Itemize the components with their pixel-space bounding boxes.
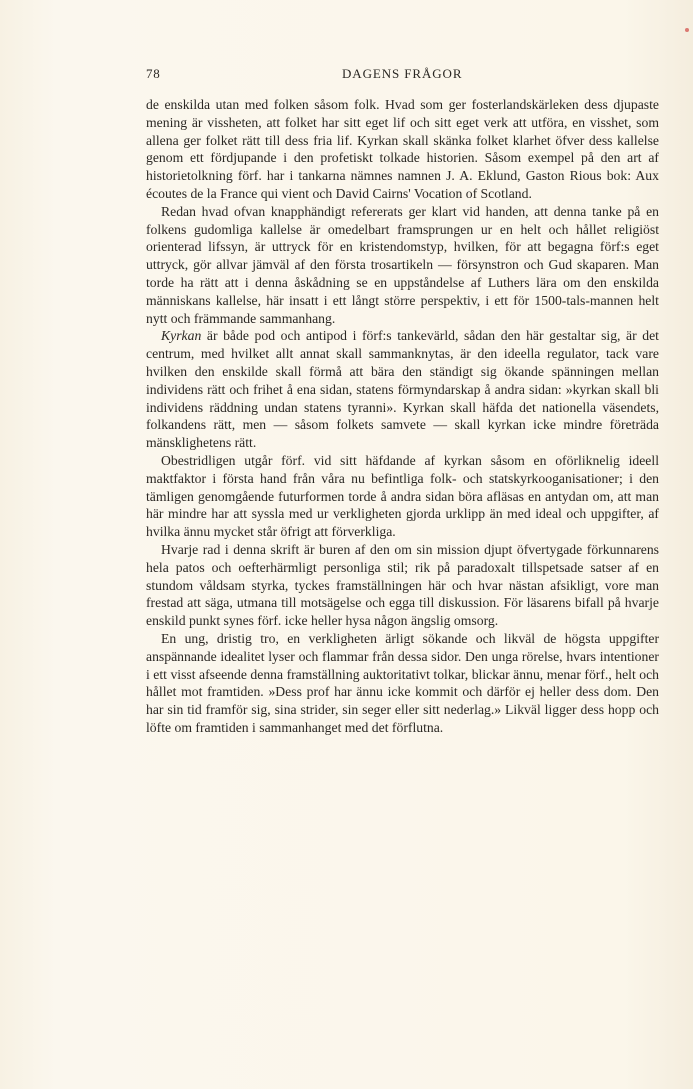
page-edge-mark	[685, 28, 689, 32]
paragraph-1-text: de enskilda utan med folken såsom folk. Hvad som ger fosterlandskärleken dess djupaste mening är vissheten, att folket har sitt eget lif och sitt eget verk att utföra, en visshet, som allena ger folket rätt till dess fria lif. Kyrkan skall skänka folket klarhet öfver dess kallelse genom ett fördjupande i den profetiskt tolkade historien. Såsom exempel på den art af historietolkning förf. har i tankarna nämnes namnen J. A. Eklund, Gaston Rious bok: Aux écoutes de la France qui vient och David Cairns' Vocation of Scotland.	[146, 97, 659, 201]
paragraph-1	[146, 96, 659, 203]
page-number: 78	[146, 66, 161, 81]
paragraph-5-text: Hvarje rad i denna skrift är buren af den om sin mission djupt öfvertygade förkunnarens hela patos och oefterhärmligt personliga stil; rik på paradoxalt tillspetsade satser af en stundom våldsam styrka, tyckes framställningen här och hvar nästan afsikligt, vore man frestad att säga, utmana till motsägelse och egga till diskussion. För läsarens bifall på hvarje enskild punkt synes förf. icke heller hysa någon ängslig omsorg.	[146, 541, 659, 629]
paragraph-5	[146, 541, 659, 630]
running-head: DAGENS FRÅGOR	[342, 66, 463, 81]
paragraph-2	[146, 203, 659, 328]
body-text	[146, 96, 659, 737]
paragraph-3	[146, 327, 659, 452]
paragraph-6-text: En ung, dristig tro, en verkligheten ärligt sökande och likväl de högsta uppgifter anspännande idealitet lyser och flammar från dessa sidor. Den unga rörelse, hvars intentioner i ett visst afseende denna framställning auktoritativt tolkar, blickar ännu, menar förf., helt och hållet mot framtiden. »Dess prof har ännu icke kommit och därför ej heller dess dom. Den har sin tid framför sig, sina strider, sin seger eller sitt nederlag.» Likväl ligger dess hopp och löfte om framtiden i sammanhanget med det förflutna.	[146, 630, 659, 735]
paragraph-3-lead: Kyrkan	[161, 328, 202, 344]
page-header	[146, 64, 659, 84]
paragraph-2-text: Redan hvad ofvan knapphändigt refererats ger klart vid handen, att denna tanke på en folkens gudomliga kallelse är omedelbart framsprungen ur en helt och hållet religiöst orienterad lifssyn, är uttryck för en kristendomstyp, hvilken, för att begagna förf:s eget uttryck, gör allvar jämväl af den första trosartikeln — försynstron och Gud skaparen. Man torde ha rätt att i denna åskådning se en uppståndelse af Luthers lära om den enskilda människans kallelse, här insatt i ett långt större perspektiv, i ett för 1500-tals-mannen helt nytt och främmande sammanhang.	[146, 203, 659, 326]
paragraph-4-text: Obestridligen utgår förf. vid sitt häfdande af kyrkan såsom en oförliknelig ideell maktfaktor i första hand från våra nu befintliga folk- och statskyrkooganisationer; i den tämligen genomgående futurformen torde å andra sidan böra afläsas en antydan om, att man här mindre har att syssla med ur verkligheten gjorda urklipp än med ideal och uppgifter, af hvilka ännu mycket står öfrigt att förverkliga.	[146, 452, 659, 540]
paragraph-6	[146, 630, 659, 737]
paragraph-3-text: är både pod och antipod i förf:s tankevärld, sådan den här gestaltar sig, är det centrum, med hvilket allt annat skall sammanknytas, är den ideella regulator, tack vare hvilken den enskilde skall förmå att bära den ständigt sig ökande spänningen mellan individens rätt och frihet å ena sidan, statens förmyndarskap å andra sidan: »kyrkan skall bli individens räddning undan statens tyranni». Kyrkan skall häfda det nationella väsendets, folkandens rätt, men — såsom folkets samvete — skall kyrkan icke mindre företräda mänsklighetens rätt.	[146, 328, 659, 451]
paragraph-4	[146, 452, 659, 541]
